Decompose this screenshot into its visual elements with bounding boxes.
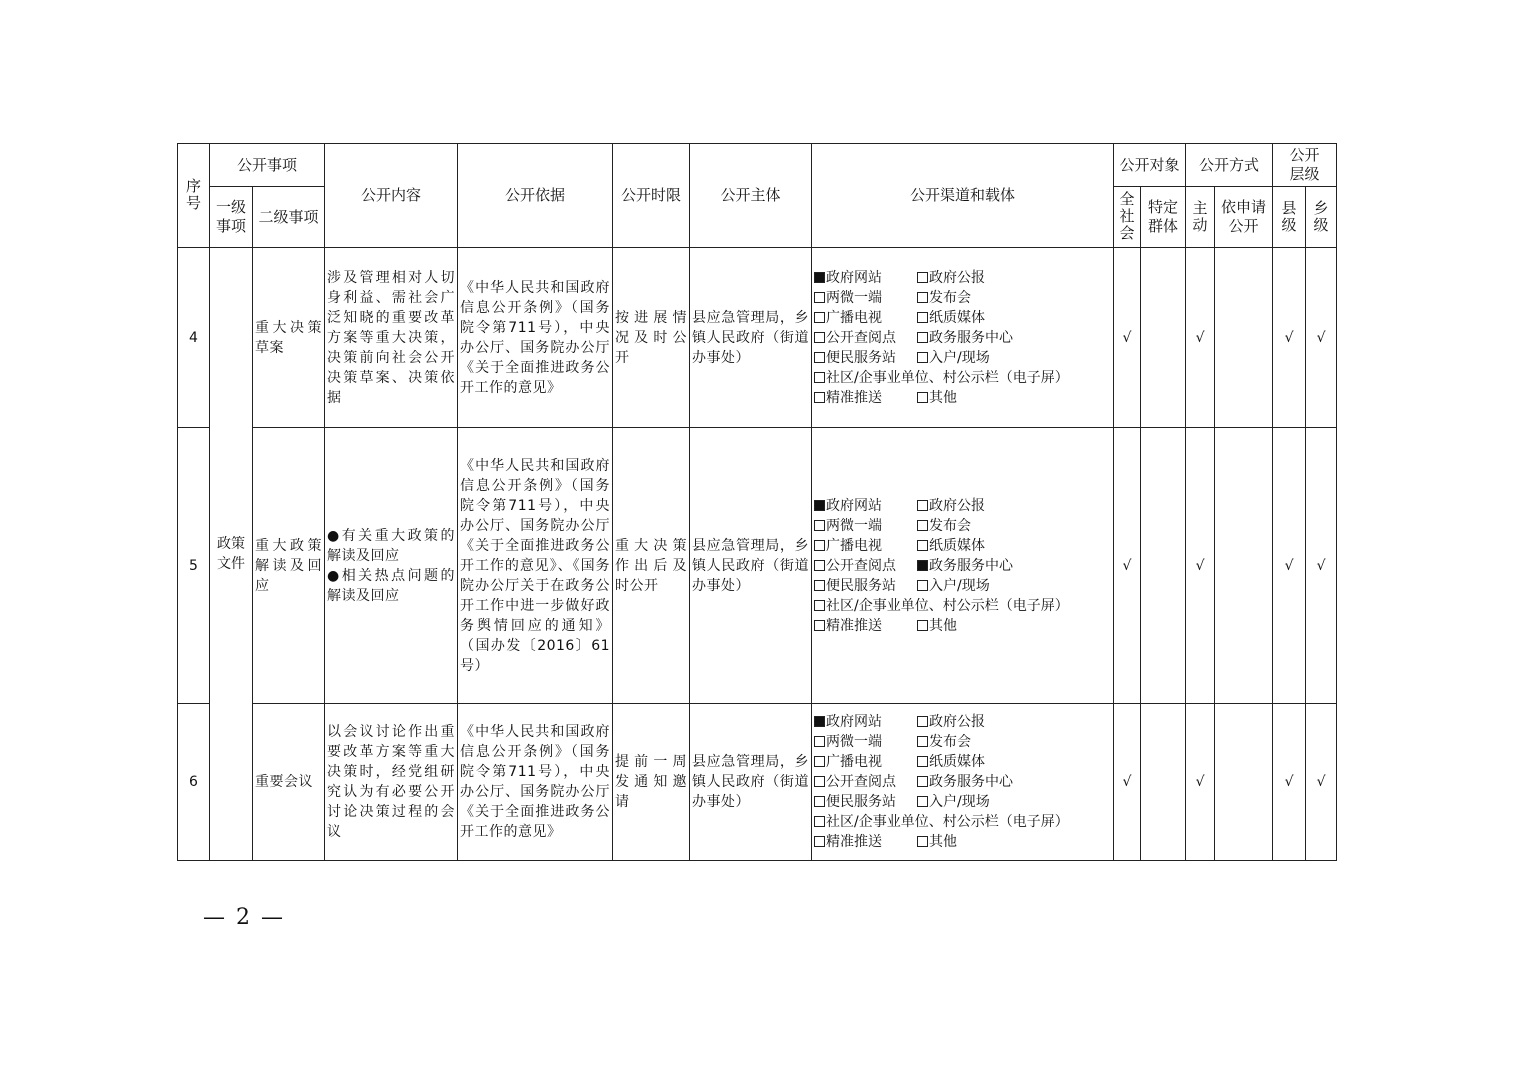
channel-label: 政府网站 xyxy=(826,714,883,730)
channel-item xyxy=(814,792,917,812)
channel-label: 公开查阅点 xyxy=(826,329,897,346)
channel-label: 纸质媒体 xyxy=(929,754,986,770)
checked-box-icon xyxy=(814,272,825,283)
channel-label: 公开查阅点 xyxy=(826,774,897,790)
channels-cell xyxy=(812,428,1114,704)
basis-cell: 《中华人民共和国政府信息公开条例》（国务院令第711号），中央办公厅、国务院办公厅《关于全面推进政务公开工作的意见》 xyxy=(458,704,613,861)
unchecked-box-icon xyxy=(814,372,825,383)
checked-box-icon xyxy=(814,500,825,511)
channel-label: 政府公报 xyxy=(929,269,986,286)
target-all-mark: √ xyxy=(1114,248,1141,428)
channel-label: 入户/现场 xyxy=(929,349,990,366)
unchecked-box-icon xyxy=(917,580,928,591)
channel-label: 纸质媒体 xyxy=(929,309,986,326)
channel-label: 发布会 xyxy=(929,734,972,750)
unchecked-box-icon xyxy=(814,776,825,787)
content-cell xyxy=(325,428,458,704)
channel-label: 政府公报 xyxy=(929,497,986,514)
basis-cell: 《中华人民共和国政府信息公开条例》（国务院令第711号），中央办公厅、国务院办公厅《关于全面推进政务公开工作的意见》、《国务院办公厅关于在政务公开工作中进一步做好政务舆情回应的通知》（国办发〔2016〕61号） xyxy=(458,428,613,704)
channel-item xyxy=(814,712,917,732)
unchecked-box-icon xyxy=(917,736,928,747)
channel-item xyxy=(814,516,917,536)
channel-item xyxy=(917,832,1111,852)
channel-item xyxy=(917,388,1111,408)
mode-request-mark xyxy=(1215,248,1273,428)
header-target: 公开对象 xyxy=(1114,144,1186,187)
channel-item xyxy=(917,576,1111,596)
channel-item xyxy=(917,348,1111,368)
channels-cell xyxy=(812,704,1114,861)
header-matter: 公开事项 xyxy=(210,144,325,187)
channel-item xyxy=(814,832,917,852)
level-county-mark: √ xyxy=(1273,704,1306,861)
mode-request-mark xyxy=(1215,704,1273,861)
channel-label: 入户/现场 xyxy=(929,577,990,594)
channel-label: 精准推送 xyxy=(826,617,883,634)
channel-item xyxy=(917,712,1111,732)
unchecked-box-icon xyxy=(814,816,825,827)
channel-item xyxy=(917,328,1111,348)
channel-item xyxy=(917,496,1111,516)
level-town-mark: √ xyxy=(1306,248,1337,428)
unchecked-box-icon xyxy=(917,836,928,847)
channel-item xyxy=(917,616,1111,636)
channel-item xyxy=(917,792,1111,812)
channel-list xyxy=(814,496,1111,636)
channel-item xyxy=(814,328,917,348)
unchecked-box-icon xyxy=(814,756,825,767)
unchecked-box-icon xyxy=(814,736,825,747)
channel-item xyxy=(814,752,917,772)
content-bullet: ●有关重大政策的解读及回应 xyxy=(327,527,456,564)
channel-item xyxy=(917,268,1111,288)
channel-label: 政务服务中心 xyxy=(929,329,1014,346)
checked-box-icon xyxy=(814,716,825,727)
unchecked-box-icon xyxy=(814,600,825,611)
channels-cell xyxy=(812,248,1114,428)
table-row xyxy=(178,248,1337,428)
header-level1: 一级事项 xyxy=(210,187,253,248)
checked-box-icon xyxy=(917,560,928,571)
channel-label: 公开查阅点 xyxy=(826,557,897,574)
header-level2: 二级事项 xyxy=(253,187,325,248)
subject-cell: 县应急管理局，乡镇人民政府（街道办事处） xyxy=(690,704,812,861)
channel-label: 纸质媒体 xyxy=(929,537,986,554)
level1-cell: 政策文件 xyxy=(210,248,253,861)
unchecked-box-icon xyxy=(814,352,825,363)
channel-item xyxy=(814,556,917,576)
channel-label: 社区/企事业单位、村公示栏（电子屏） xyxy=(826,369,1069,386)
header-target-group: 特定群体 xyxy=(1141,187,1186,248)
level-county-mark: √ xyxy=(1273,248,1306,428)
channel-label: 精准推送 xyxy=(826,389,883,406)
channel-label: 社区/企事业单位、村公示栏（电子屏） xyxy=(826,597,1069,614)
channel-label: 发布会 xyxy=(929,289,972,306)
header-target-all: 全社会 xyxy=(1114,187,1141,248)
target-group-mark xyxy=(1141,248,1186,428)
channel-item xyxy=(814,496,917,516)
channel-label: 两微一端 xyxy=(826,517,883,534)
content-bullet: ●相关热点问题的解读及回应 xyxy=(327,567,456,604)
channel-label: 两微一端 xyxy=(826,289,883,306)
unchecked-box-icon xyxy=(917,540,928,551)
channel-item xyxy=(814,732,917,752)
channel-item xyxy=(814,268,917,288)
row-number: 6 xyxy=(178,704,210,861)
channel-item xyxy=(814,596,1111,616)
header-level: 公开层级 xyxy=(1273,144,1337,187)
unchecked-box-icon xyxy=(814,836,825,847)
unchecked-box-icon xyxy=(917,292,928,303)
channel-label: 广播电视 xyxy=(826,754,883,770)
channel-item xyxy=(814,536,917,556)
level2-cell: 重要会议 xyxy=(253,704,325,861)
subject-cell: 县应急管理局，乡镇人民政府（街道办事处） xyxy=(690,428,812,704)
unchecked-box-icon xyxy=(917,796,928,807)
header-mode-request: 依申请公开 xyxy=(1215,187,1273,248)
time-limit-cell: 重大决策作出后及时公开 xyxy=(613,428,690,704)
unchecked-box-icon xyxy=(917,520,928,531)
channel-label: 政府网站 xyxy=(826,497,883,514)
header-level-county: 县级 xyxy=(1273,187,1306,248)
channel-label: 便民服务站 xyxy=(826,349,897,366)
channel-item xyxy=(814,308,917,328)
row-number: 4 xyxy=(178,248,210,428)
unchecked-box-icon xyxy=(814,520,825,531)
unchecked-box-icon xyxy=(814,540,825,551)
channel-item xyxy=(814,772,917,792)
channel-item xyxy=(917,556,1111,576)
mode-request-mark xyxy=(1215,428,1273,704)
time-limit-cell: 提前一周发通知邀请 xyxy=(613,704,690,861)
content-cell: 涉及管理相对人切身利益、需社会广泛知晓的重要改革方案等重大决策，决策前向社会公开决策草案、决策依据 xyxy=(325,248,458,428)
channel-item xyxy=(917,772,1111,792)
channel-item xyxy=(814,348,917,368)
channel-item xyxy=(917,288,1111,308)
channel-label: 精准推送 xyxy=(826,834,883,850)
level-county-mark: √ xyxy=(1273,428,1306,704)
channel-list xyxy=(814,268,1111,408)
unchecked-box-icon xyxy=(917,352,928,363)
channel-label: 政务服务中心 xyxy=(929,557,1014,574)
channel-label: 社区/企事业单位、村公示栏（电子屏） xyxy=(826,814,1069,830)
unchecked-box-icon xyxy=(917,312,928,323)
channel-item xyxy=(814,388,917,408)
unchecked-box-icon xyxy=(814,332,825,343)
channel-item xyxy=(917,732,1111,752)
unchecked-box-icon xyxy=(917,500,928,511)
disclosure-table xyxy=(177,143,1337,861)
mode-active-mark: √ xyxy=(1186,428,1215,704)
channel-label: 其他 xyxy=(929,389,958,406)
channel-item xyxy=(917,752,1111,772)
unchecked-box-icon xyxy=(917,716,928,727)
channel-item xyxy=(917,536,1111,556)
channel-label: 其他 xyxy=(929,617,958,634)
channel-label: 便民服务站 xyxy=(826,577,897,594)
header-mode-active: 主动 xyxy=(1186,187,1215,248)
target-group-mark xyxy=(1141,428,1186,704)
channel-label: 便民服务站 xyxy=(826,794,897,810)
unchecked-box-icon xyxy=(814,292,825,303)
level2-cell: 重大决策草案 xyxy=(253,248,325,428)
unchecked-box-icon xyxy=(814,312,825,323)
channel-label: 其他 xyxy=(929,834,958,850)
header-subject: 公开主体 xyxy=(690,144,812,248)
channel-item xyxy=(814,576,917,596)
unchecked-box-icon xyxy=(814,392,825,403)
table-row xyxy=(178,428,1337,704)
channel-item xyxy=(814,368,1111,388)
level2-cell: 重大政策解读及回应 xyxy=(253,428,325,704)
channel-label: 入户/现场 xyxy=(929,794,990,810)
unchecked-box-icon xyxy=(917,272,928,283)
unchecked-box-icon xyxy=(917,620,928,631)
unchecked-box-icon xyxy=(917,756,928,767)
channel-label: 广播电视 xyxy=(826,309,883,326)
channel-label: 广播电视 xyxy=(826,537,883,554)
table-row xyxy=(178,704,1337,861)
header-time-limit: 公开时限 xyxy=(613,144,690,248)
channel-item xyxy=(814,616,917,636)
unchecked-box-icon xyxy=(917,776,928,787)
header-channels: 公开渠道和载体 xyxy=(812,144,1114,248)
target-group-mark xyxy=(1141,704,1186,861)
channel-item xyxy=(917,516,1111,536)
unchecked-box-icon xyxy=(814,796,825,807)
channel-label: 政务服务中心 xyxy=(929,774,1014,790)
channel-item xyxy=(917,308,1111,328)
subject-cell: 县应急管理局，乡镇人民政府（街道办事处） xyxy=(690,248,812,428)
unchecked-box-icon xyxy=(814,620,825,631)
unchecked-box-icon xyxy=(814,560,825,571)
channel-list xyxy=(814,712,1111,852)
channel-item xyxy=(814,288,917,308)
header-seq: 序号 xyxy=(178,144,210,248)
header-basis: 公开依据 xyxy=(458,144,613,248)
row-number: 5 xyxy=(178,428,210,704)
target-all-mark: √ xyxy=(1114,428,1141,704)
target-all-mark: √ xyxy=(1114,704,1141,861)
basis-cell: 《中华人民共和国政府信息公开条例》（国务院令第711号），中央办公厅、国务院办公厅《关于全面推进政务公开工作的意见》 xyxy=(458,248,613,428)
unchecked-box-icon xyxy=(917,332,928,343)
channel-label: 政府网站 xyxy=(826,269,883,286)
channel-label: 两微一端 xyxy=(826,734,883,750)
level-town-mark: √ xyxy=(1306,704,1337,861)
channel-item xyxy=(814,812,1111,832)
unchecked-box-icon xyxy=(917,392,928,403)
level-town-mark: √ xyxy=(1306,428,1337,704)
header-mode: 公开方式 xyxy=(1186,144,1273,187)
mode-active-mark: √ xyxy=(1186,704,1215,861)
header-level-town: 乡级 xyxy=(1306,187,1337,248)
header-content: 公开内容 xyxy=(325,144,458,248)
channel-label: 政府公报 xyxy=(929,714,986,730)
page-number: — 2 — xyxy=(203,905,285,930)
channel-label: 发布会 xyxy=(929,517,972,534)
content-cell: 以会议讨论作出重要改革方案等重大决策时，经党组研究认为有必要公开讨论决策过程的会议 xyxy=(325,704,458,861)
unchecked-box-icon xyxy=(814,580,825,591)
time-limit-cell: 按进展情况及时公开 xyxy=(613,248,690,428)
mode-active-mark: √ xyxy=(1186,248,1215,428)
